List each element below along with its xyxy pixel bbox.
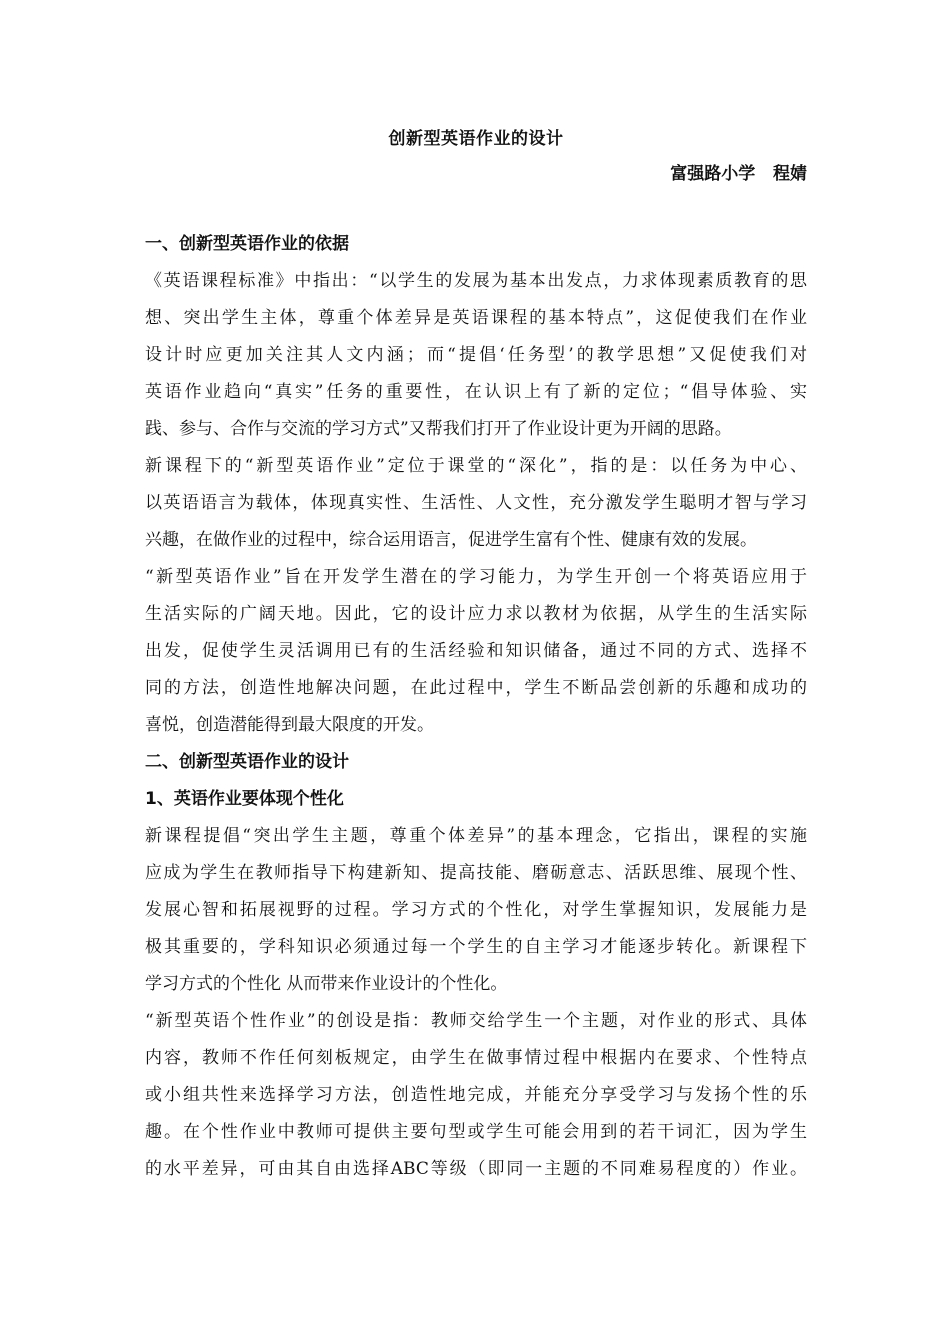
- document-body: [145, 226, 807, 1188]
- text-line: 新课程下的“新型英语作业”定位于课堂的“深化”，指的是：以任务为中心、: [145, 456, 807, 476]
- section-heading: 二、创新型英语作业的设计: [145, 752, 349, 772]
- paragraph: [145, 818, 807, 1003]
- author-line: 富强路小学 程婧: [670, 164, 807, 184]
- text-line: 践、参与、合作与交流的学习方式”又帮我们打开了作业设计更为开阔的思路。: [145, 419, 732, 439]
- text-line: 同的方法，创造性地解决问题，在此过程中，学生不断品尝创新的乐趣和成功的: [145, 678, 807, 698]
- text-line: 以英语语言为载体，体现真实性、生活性、人文性，充分激发学生聪明才智与学习: [145, 493, 807, 513]
- text-line: 发展心智和拓展视野的过程。学习方式的个性化，对学生掌握知识，发展能力是: [145, 900, 807, 920]
- section-heading: 一、创新型英语作业的依据: [145, 234, 349, 254]
- text-line: “新型英语个性作业”的创设是指：教师交给学生一个主题，对作业的形式、具体: [145, 1011, 807, 1031]
- paragraph: [145, 448, 807, 559]
- text-line: 想、突出学生主体，尊重个体差异是英语课程的基本特点”，这促使我们在作业: [145, 308, 807, 328]
- paragraph: [145, 263, 807, 448]
- text-line: 设计时应更加关注其人文内涵；而“提倡‘任务型’的教学思想”又促使我们对: [145, 345, 807, 365]
- document-title: 创新型英语作业的设计: [388, 129, 564, 149]
- text-line: 英语作业趋向“真实”任务的重要性，在认识上有了新的定位；“倡导体验、实: [145, 382, 807, 402]
- text-line: 《英语课程标准》中指出：“以学生的发展为基本出发点，力求体现素质教育的思: [145, 271, 807, 291]
- text-line: 趣。在个性作业中教师可提供主要句型或学生可能会用到的若干词汇，因为学生: [145, 1122, 807, 1142]
- text-line: 内容，教师不作任何刻板规定，由学生在做事情过程中根据内在要求、个性特点: [145, 1048, 807, 1068]
- paragraph: [145, 1003, 807, 1188]
- text-line: “新型英语作业”旨在开发学生潜在的学习能力，为学生开创一个将英语应用于: [145, 567, 807, 587]
- text-line: 学习方式的个性化 从而带来作业设计的个性化。: [145, 974, 508, 994]
- text-line: 新课程提倡“突出学生主题，尊重个体差异”的基本理念，它指出，课程的实施: [145, 826, 807, 846]
- text-line: 应成为学生在教师指导下构建新知、提高技能、磨砺意志、活跃思维、展现个性、: [145, 863, 807, 883]
- text-line: 或小组共性来选择学习方法，创造性地完成，并能充分享受学习与发扬个性的乐: [145, 1085, 807, 1105]
- text-line: 兴趣，在做作业的过程中，综合运用语言，促进学生富有个性、健康有效的发展。: [145, 530, 757, 550]
- subsection-heading: 1、英语作业要体现个性化: [145, 789, 344, 809]
- text-line: 喜悦，创造潜能得到最大限度的开发。: [145, 715, 434, 735]
- text-line: 生活实际的广阔天地。因此，它的设计应力求以教材为依据，从学生的生活实际: [145, 604, 807, 624]
- text-line: 出发，促使学生灵活调用已有的生活经验和知识储备，通过不同的方式、选择不: [145, 641, 807, 661]
- text-line: 极其重要的，学科知识必须通过每一个学生的自主学习才能逐步转化。新课程下: [145, 937, 807, 957]
- paragraph: [145, 559, 807, 744]
- text-line: 的水平差异，可由其自由选择ABC等级（即同一主题的不同难易程度的）作业。: [145, 1159, 807, 1179]
